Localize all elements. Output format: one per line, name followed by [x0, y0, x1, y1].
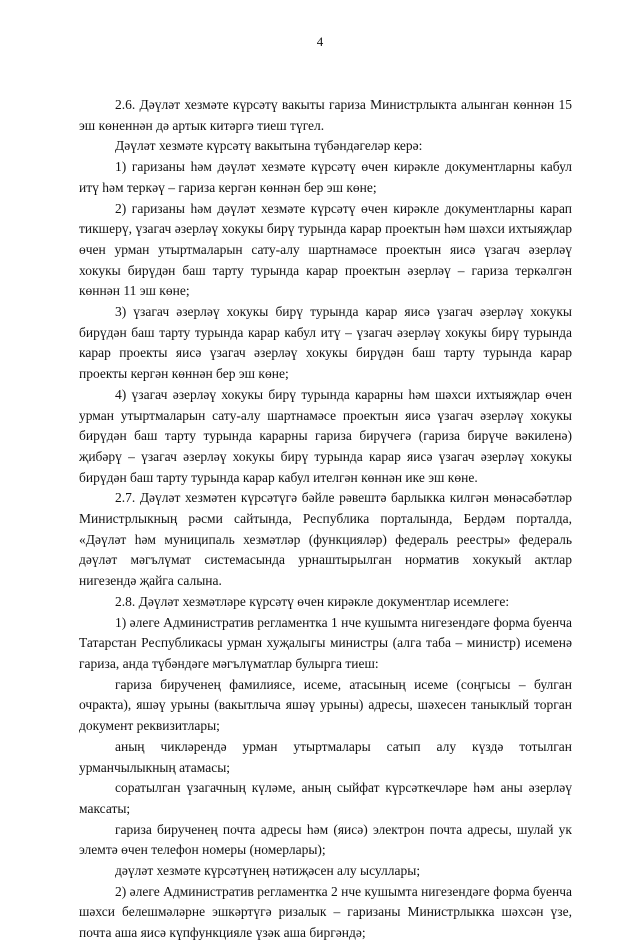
document-body: [79, 95, 572, 944]
paragraph-2-6: 2.6. Дәүләт хезмәте күрсәтү вакыты гариза Министрлыкта алынган көннән 15 эш көненнән дә артык китәргә тиеш түгел.: [79, 97, 572, 133]
paragraph-doc-1: 1) әлеге Административ регламентка 1 нче кушымта нигезендәге форма буенча Татарстан Республикасы урман хуҗалыгы министры (алга таба – министр) исеменә гариза, анда түбәндәге мәгълүматлар булырга тиеш:: [79, 614, 572, 671]
paragraph-wood-volume: соратылган үзагачның күләме, аның сыйфат күрсәткечләре һәм аны әзерләү максаты;: [79, 780, 572, 816]
paragraph-applicant-name: гариза бирученең фамилиясе, исеме, атасының исеме (соңгысы – булган очракта), яшәү урыны (вакытлыча яшәү урыны) адресы, шәхесен таныклый торган документ реквизитлары;: [79, 676, 572, 734]
paragraph-item-2: 2) гаризаны һәм дәүләт хезмәте күрсәтү өчен кирәкле документларны карап тикшерү, үзагач әзерләү хокукы бирү турында карар проектын һәм шәхси ихтыяҗлар өчен урман утыртмаларын сату-алу шартнамәсе проектын яисә үзагач әзерләү хокукы бирүдән баш тарту турында карар проектын әзерләү – гариза теркәлгән көннән 11 эш көне;: [79, 200, 572, 299]
paragraph-service-time-intro: Дәүләт хезмәте күрсәтү вакытына түбәндәгеләр керә:: [115, 138, 423, 154]
paragraph-item-4: 4) үзагач әзерләү хокукы бирү турында карарны һәм шәхси ихтыяҗлар өчен урман утыртмаларын сату-алу шартнамәсе проектын яисә үзагач әзерләү хокукы бирүдән баш тарту турында карарны гариза бирүчегә (гариза бирүче вәкиленә) җибәрү – үзагач әзерләү хокукы бирү турында карар яисә үзагач әзерләү хокукы бирүдән баш тарту турында карар кабул ителгән көннән ике эш көне.: [79, 386, 572, 485]
paragraph-item-1: 1) гаризаны һәм дәүләт хезмәте күрсәтү өчен кирәкле документларны кабул итү һәм теркәү – гариза кергән көннән бер эш көне;: [79, 159, 572, 195]
paragraph-item-3: 3) үзагач әзерләү хокукы бирү турында карар яисә үзагач әзерләү хокукы бирүдән баш тарту турында карар кабул итү – үзагач әзерләү хокукы бирү турында карар проекты яисә үзагач әзерләү хокукы бирүдән баш тарту турында карар проекты кергән көннән бер эш көне;: [79, 304, 572, 382]
paragraph-2-8: 2.8. Дәүләт хезмәтләре күрсәтү өчен кирәкле документлар исемлеге:: [115, 593, 510, 609]
paragraph-forestry-name: аның чикләрендә урман утыртмалары сатып алу күздә тотылган урманчылыкның атамасы;: [79, 738, 572, 775]
paragraph-contact-address: гариза бирученең почта адресы һәм (яисә) электрон почта адресы, шулай ук элемтә өчен телефон номеры (номерлары);: [79, 821, 572, 858]
page-number: 4: [316, 34, 324, 49]
paragraph-doc-2: 2) әлеге Административ регламентка 2 нче кушымта нигезендәге форма буенча шәхси белешмәләрне эшкәртүгә ризалык – гаризаны Министрлыкка шәхсән үзе, почта аша яисә күпфункцияле үзәк аша биргәндә;: [79, 883, 572, 941]
paragraph-result-methods: дәүләт хезмәте күрсәтүнең нәтиҗәсен алу ысуллары;: [115, 863, 421, 879]
paragraph-2-7: 2.7. Дәүләт хезмәтен күрсәтүгә бәйле рәвештә барлыкка килгән мөнәсәбәтләр Министрлыкның рәсми сайтында, Республика порталында, Бердәм порталда, «Дәүләт һәм муниципаль хезмәтләр (функцияләр) федераль реестры» федераль дәүләт мәгълүмат системасында урнаштырылган норматив хокукый актлар нигезендә җайга салына.: [79, 490, 572, 589]
